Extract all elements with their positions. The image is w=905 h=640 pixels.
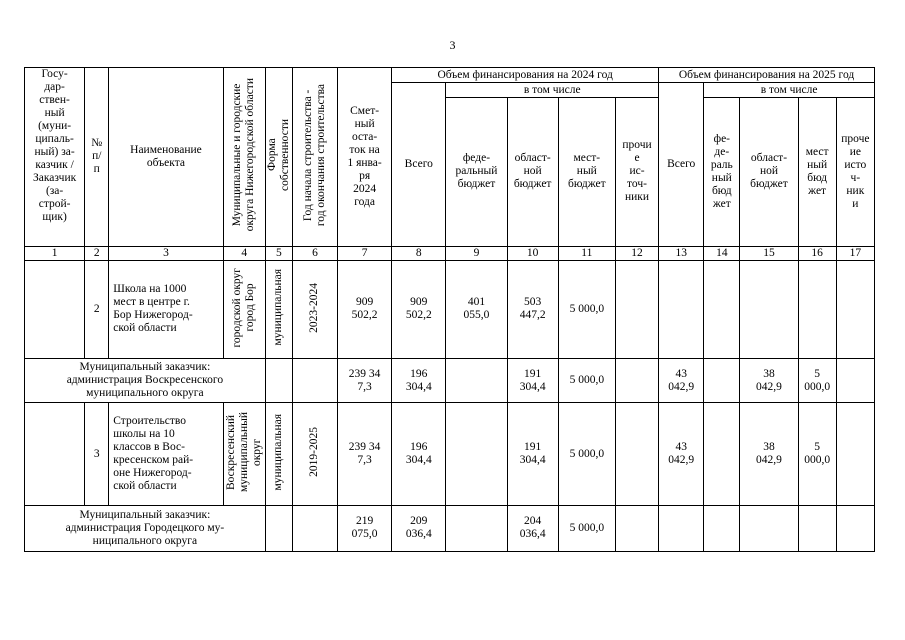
cell-municipal: городской округ город Бор bbox=[223, 260, 265, 358]
header-ownership: Форма собственности bbox=[265, 68, 292, 247]
cell-other-2024 bbox=[615, 505, 658, 551]
header-federal-2025: фе- де- раль ный бюд жет bbox=[704, 98, 740, 247]
cell-ownership bbox=[265, 359, 292, 403]
customer-row bbox=[25, 505, 875, 551]
cell-local-2025 bbox=[798, 505, 836, 551]
col-number: 12 bbox=[615, 246, 658, 260]
cell-local-2024: 5 000,0 bbox=[558, 505, 615, 551]
cell-ownership: муниципальная bbox=[265, 403, 292, 505]
col-number: 2 bbox=[85, 246, 109, 260]
cell-total-2024: 909 502,2 bbox=[392, 260, 446, 358]
header-including-2025: в том числе bbox=[704, 83, 875, 98]
col-number: 15 bbox=[740, 246, 798, 260]
cell-other-2025 bbox=[836, 403, 874, 505]
header-row-1 bbox=[25, 68, 875, 83]
col-number: 8 bbox=[392, 246, 446, 260]
cell-local-2025: 5 000,0 bbox=[798, 359, 836, 403]
column-numbers-row bbox=[25, 246, 875, 260]
header-total-2025: Всего bbox=[659, 83, 704, 247]
cell-num: 3 bbox=[85, 403, 109, 505]
col-number: 13 bbox=[659, 246, 704, 260]
col-number: 1 bbox=[25, 246, 85, 260]
header-local-2024: мест- ный бюджет bbox=[558, 98, 615, 247]
cell-total-2025: 43 042,9 bbox=[659, 359, 704, 403]
cell-federal-2024 bbox=[446, 505, 507, 551]
col-number: 3 bbox=[109, 246, 223, 260]
cell-num: 2 bbox=[85, 260, 109, 358]
col-number: 4 bbox=[223, 246, 265, 260]
header-total-2024: Всего bbox=[392, 83, 446, 247]
cell-total-2024: 196 304,4 bbox=[392, 359, 446, 403]
cell-other-2025 bbox=[836, 359, 874, 403]
cell-customer-label: Муниципальный заказчик: администрация Городецкого му- ниципального округа bbox=[25, 505, 266, 551]
cell-regional-2025: 38 042,9 bbox=[740, 403, 798, 505]
cell-local-2024: 5 000,0 bbox=[558, 403, 615, 505]
cell-object-name: Школа на 1000 мест в центре г. Бор Нижегород- ской области bbox=[109, 260, 223, 358]
header-years: Год начала строительства - год окончания строительства bbox=[292, 68, 337, 247]
header-name: Наименование объекта bbox=[109, 68, 223, 247]
cell-regional-2025 bbox=[740, 505, 798, 551]
cell-federal-2025 bbox=[704, 505, 740, 551]
cell-other-2025 bbox=[836, 505, 874, 551]
cell-other-2025 bbox=[836, 260, 874, 358]
cell-federal-2025 bbox=[704, 403, 740, 505]
col-number: 7 bbox=[338, 246, 392, 260]
cell-remaining: 239 34 7,3 bbox=[338, 403, 392, 505]
cell-customer bbox=[25, 403, 85, 505]
cell-regional-2025: 38 042,9 bbox=[740, 359, 798, 403]
header-other-2025: проче ие исто ч- ник и bbox=[836, 98, 874, 247]
cell-federal-2025 bbox=[704, 260, 740, 358]
header-customer: Госу- дар- ствен- ный (муни- ципаль- ный) за- казчик / Заказчик (за- строй- щик) bbox=[25, 68, 85, 247]
header-municipal: Муниципальные и городские округа Нижегородской области bbox=[223, 68, 265, 247]
cell-total-2025: 43 042,9 bbox=[659, 403, 704, 505]
col-number: 16 bbox=[798, 246, 836, 260]
cell-local-2024: 5 000,0 bbox=[558, 260, 615, 358]
header-other-2024: прочи е ис- точ- ники bbox=[615, 98, 658, 247]
cell-other-2024 bbox=[615, 403, 658, 505]
header-remaining: Смет- ный оста- ток на 1 янва- ря 2024 года bbox=[338, 68, 392, 247]
cell-other-2024 bbox=[615, 260, 658, 358]
cell-regional-2024: 503 447,2 bbox=[507, 260, 558, 358]
cell-ownership bbox=[265, 505, 292, 551]
cell-remaining: 909 502,2 bbox=[338, 260, 392, 358]
table-row bbox=[25, 403, 875, 505]
header-regional-2024: област- ной бюджет bbox=[507, 98, 558, 247]
cell-other-2024 bbox=[615, 359, 658, 403]
header-including-2024: в том числе bbox=[446, 83, 659, 98]
cell-years bbox=[292, 359, 337, 403]
cell-total-2025 bbox=[659, 260, 704, 358]
cell-federal-2024: 401 055,0 bbox=[446, 260, 507, 358]
page-number: 3 bbox=[449, 38, 456, 52]
cell-regional-2024: 204 036,4 bbox=[507, 505, 558, 551]
cell-customer bbox=[25, 260, 85, 358]
cell-local-2025 bbox=[798, 260, 836, 358]
cell-object-name: Строительство школы на 10 классов в Вос- кресенском рай- оне Нижегород- ской области bbox=[109, 403, 223, 505]
cell-regional-2024: 191 304,4 bbox=[507, 359, 558, 403]
col-number: 10 bbox=[507, 246, 558, 260]
cell-customer-label: Муниципальный заказчик: администрация Воскресенского муниципального округа bbox=[25, 359, 266, 403]
col-number: 11 bbox=[558, 246, 615, 260]
header-federal-2024: феде- ральный бюджет bbox=[446, 98, 507, 247]
cell-federal-2024 bbox=[446, 403, 507, 505]
cell-regional-2024: 191 304,4 bbox=[507, 403, 558, 505]
col-number: 17 bbox=[836, 246, 874, 260]
cell-local-2025: 5 000,0 bbox=[798, 403, 836, 505]
cell-federal-2024 bbox=[446, 359, 507, 403]
header-num: № п/ п bbox=[85, 68, 109, 247]
cell-local-2024: 5 000,0 bbox=[558, 359, 615, 403]
header-financing-2025: Объем финансирования на 2025 год bbox=[659, 68, 875, 83]
customer-row bbox=[25, 359, 875, 403]
cell-remaining: 239 34 7,3 bbox=[338, 359, 392, 403]
cell-regional-2025 bbox=[740, 260, 798, 358]
header-regional-2025: област- ной бюджет bbox=[740, 98, 798, 247]
cell-years bbox=[292, 505, 337, 551]
cell-total-2024: 209 036,4 bbox=[392, 505, 446, 551]
col-number: 5 bbox=[265, 246, 292, 260]
cell-years: 2023-2024 bbox=[292, 260, 337, 358]
financing-table bbox=[24, 67, 875, 552]
cell-remaining: 219 075,0 bbox=[338, 505, 392, 551]
col-number: 6 bbox=[292, 246, 337, 260]
cell-total-2025 bbox=[659, 505, 704, 551]
cell-years: 2019-2025 bbox=[292, 403, 337, 505]
col-number: 14 bbox=[704, 246, 740, 260]
col-number: 9 bbox=[446, 246, 507, 260]
cell-total-2024: 196 304,4 bbox=[392, 403, 446, 505]
header-local-2025: мест ный бюд жет bbox=[798, 98, 836, 247]
cell-municipal: Воскресенский муниципальный округ bbox=[223, 403, 265, 505]
table-row bbox=[25, 260, 875, 358]
cell-ownership: муниципальная bbox=[265, 260, 292, 358]
cell-federal-2025 bbox=[704, 359, 740, 403]
header-financing-2024: Объем финансирования на 2024 год bbox=[392, 68, 659, 83]
